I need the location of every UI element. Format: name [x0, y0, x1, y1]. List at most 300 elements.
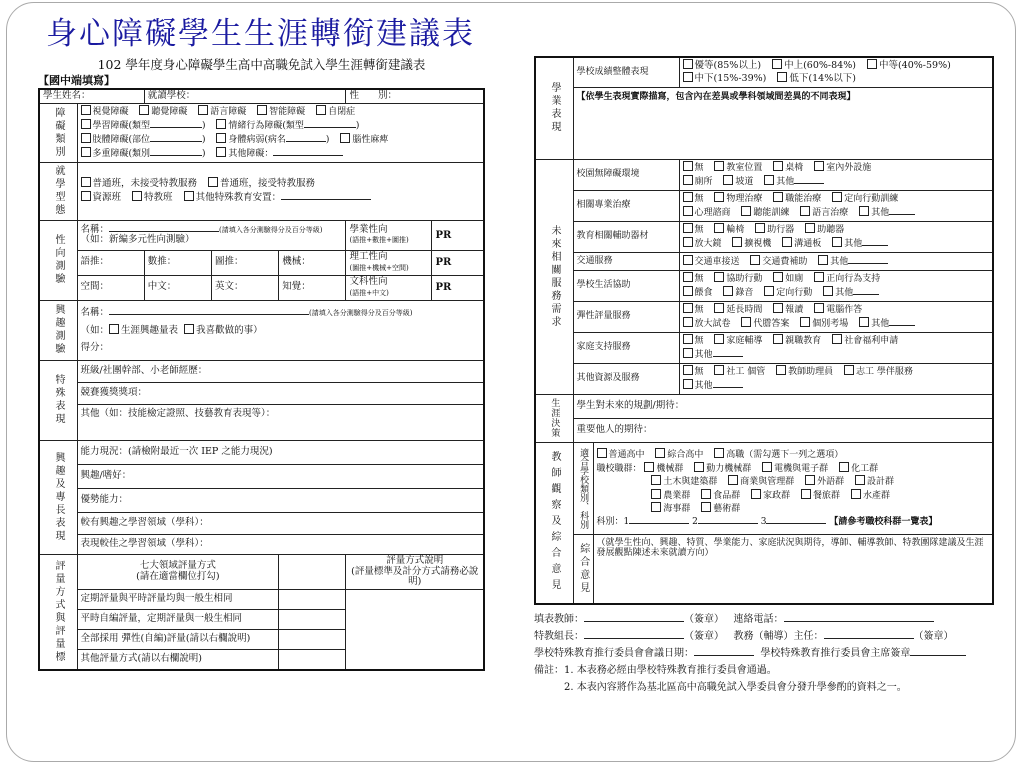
footer-sign: （簽章） [913, 631, 954, 642]
service-opt[interactable] [782, 237, 821, 251]
option-label: 化工群 [851, 463, 879, 474]
checkbox-icon [805, 475, 815, 485]
checkbox-icon [81, 133, 91, 143]
voc-opt[interactable] [801, 489, 840, 503]
service-opt[interactable] [714, 334, 762, 348]
service-opt[interactable] [683, 286, 713, 300]
checkbox-icon [741, 206, 751, 216]
disability-opt-physical[interactable] [81, 133, 206, 147]
service-opt[interactable] [683, 175, 713, 189]
service-opt[interactable] [714, 192, 762, 206]
assessment-head-desc [346, 554, 484, 590]
checkbox-icon [714, 448, 724, 458]
meeting-date-field[interactable] [694, 655, 754, 656]
checkbox-icon [257, 105, 267, 115]
service-opt[interactable] [773, 192, 821, 206]
option-label: 其他 [694, 380, 713, 391]
disability-opt-learning[interactable] [81, 119, 206, 133]
footer-line-3 [534, 645, 994, 662]
dept-field-3[interactable] [766, 523, 826, 524]
option-label: 社會福利申請 [844, 335, 899, 346]
service-opt[interactable] [755, 223, 794, 237]
voc-opt[interactable] [751, 489, 790, 503]
special-row[interactable]: 競賽獲獎獎項： [77, 382, 484, 404]
placement-opt-other[interactable] [184, 191, 372, 205]
disability-opt-other[interactable] [216, 147, 343, 161]
pr-cell[interactable]: PR [432, 220, 484, 250]
fill-line [862, 245, 888, 246]
interest-cell[interactable] [77, 300, 484, 360]
voc-opt[interactable] [855, 475, 894, 489]
option-label: 腦性麻痺 [352, 134, 389, 145]
checkbox-icon [644, 462, 654, 472]
fill-line [713, 387, 743, 388]
placement-options [77, 162, 484, 220]
option-label: 生涯興趣量表 [121, 325, 179, 337]
service-opt[interactable] [776, 365, 833, 379]
voc-opt[interactable] [651, 502, 690, 516]
option-label: 無 [694, 335, 704, 346]
service-options-life [679, 270, 993, 301]
service-opt[interactable] [741, 317, 789, 331]
checkbox-icon [751, 489, 761, 499]
subtest-cell[interactable]: 機械： [279, 250, 346, 275]
service-opt[interactable] [723, 175, 753, 189]
fill-line [304, 127, 356, 128]
service-opt[interactable] [844, 365, 913, 379]
option-label: 代謄答案 [753, 318, 790, 329]
left-form-page [38, 56, 485, 706]
voc-opt[interactable] [701, 502, 740, 516]
service-label: 彈性評量服務 [573, 301, 679, 332]
checkbox-icon [683, 303, 693, 313]
strength-row[interactable]: 能力現況：(請檢附最近一次 IEP 之能力現況) [77, 440, 484, 464]
option-label: 物理治療 [726, 193, 763, 204]
option-label: 情緒行為障礙(類型 [228, 120, 304, 131]
service-opt[interactable] [832, 334, 898, 348]
service-opt[interactable] [764, 286, 812, 300]
academic-note-cell[interactable] [573, 87, 993, 159]
left-form-table [38, 88, 485, 671]
fill-line [281, 199, 371, 200]
fill-line [109, 231, 219, 232]
option-label: 其他特殊教育安置： [195, 192, 282, 204]
page-title: 身心障礙學生生涯轉銜建議表 [46, 16, 475, 52]
checkbox-icon [800, 317, 810, 327]
service-opt[interactable] [800, 206, 848, 220]
checkbox-icon [655, 448, 665, 458]
placement-opt-resource[interactable] [81, 191, 122, 205]
special-section-label: 特殊表現 [39, 360, 77, 440]
checkbox-icon [823, 286, 833, 296]
strength-row[interactable]: 較有興趣之學習領域（學科）： [77, 512, 484, 534]
school-opt-general[interactable] [597, 448, 645, 462]
service-opt[interactable] [800, 317, 848, 331]
option-label: 語言治療 [812, 207, 849, 218]
checkbox-icon [832, 192, 842, 202]
assessment-head-method [77, 554, 279, 590]
footer [534, 611, 994, 696]
option-label: 普通班，未接受特教服務 [92, 178, 198, 190]
fill-line [286, 141, 326, 142]
option-label: 桌椅 [785, 162, 804, 173]
footer-line-1 [534, 611, 994, 628]
vocational-label: 職校職群： [596, 463, 642, 474]
option-label: 放大鏡 [694, 238, 722, 249]
service-opt[interactable] [750, 255, 807, 267]
voc-opt[interactable] [851, 489, 890, 503]
service-opt[interactable] [832, 192, 898, 206]
chair-signature-field[interactable] [910, 655, 966, 656]
rank-opt-upper[interactable] [772, 59, 856, 72]
disability-opt-hearing[interactable] [139, 105, 187, 119]
disability-opt-multiple[interactable] [81, 147, 206, 161]
aptitude-type-arts [346, 275, 432, 300]
phone-field[interactable] [784, 621, 934, 622]
option-label: 外語群 [817, 477, 845, 487]
assessment-row: 全部採用 彈性(自編)評量(請以右欄說明) [77, 630, 279, 650]
assessment-section-label: 評量方式與評量標 [39, 554, 77, 670]
option-label: 身體病弱(病名 [228, 134, 286, 145]
option-label: 聽覺障礙 [151, 106, 188, 117]
checkbox-icon [867, 59, 877, 69]
voc-opt[interactable] [805, 475, 844, 489]
career-row[interactable]: 學生對未來的規劃/期待： [573, 394, 993, 418]
checkbox-icon [683, 348, 693, 358]
option-label: 坡道 [735, 176, 754, 187]
checkbox-icon [782, 237, 792, 247]
rank-opt-lower[interactable] [683, 72, 767, 85]
service-opt[interactable] [814, 272, 880, 286]
footer-note-2: 2. 本表內容將作為基北區高中高職免試入學委員會分發升學參酌的資料之一。 [564, 682, 907, 693]
subtest-cell[interactable]: 知覺： [279, 275, 346, 300]
checkbox-icon[interactable] [184, 324, 194, 334]
voc-opt[interactable] [651, 475, 717, 489]
service-opt[interactable] [732, 237, 771, 251]
gender-cell[interactable] [346, 89, 484, 103]
disability-opt-illness[interactable] [216, 133, 329, 147]
pr-cell[interactable]: PR [432, 275, 484, 300]
service-opt[interactable] [814, 303, 862, 317]
placement-opt-regular-sped[interactable] [208, 177, 315, 191]
checkbox-icon [216, 119, 226, 129]
teacher-signature-field[interactable] [584, 621, 684, 622]
fill-line [848, 263, 888, 264]
rank-opt-middle[interactable] [867, 59, 951, 72]
aptitude-formula: (語推+數推+圖推) [349, 236, 409, 245]
disability-opt-visual[interactable] [81, 105, 129, 119]
service-opt[interactable] [859, 206, 915, 220]
service-opt[interactable] [823, 286, 879, 300]
checkbox-icon [741, 317, 751, 327]
checkbox-icon [814, 161, 824, 171]
checkbox-icon [81, 177, 91, 187]
assessment-row: 其他評量方式(請以右欄說明) [77, 650, 279, 670]
disability-options [77, 103, 484, 162]
checkbox-icon [832, 334, 842, 344]
service-opt[interactable] [683, 365, 704, 379]
option-label: 其他 [776, 176, 795, 187]
voc-opt[interactable] [694, 462, 751, 476]
option-label: 高職（需勾選下一列之選項） [726, 450, 844, 460]
placement-opt-regular[interactable] [81, 177, 198, 191]
assessment-check-cell[interactable] [279, 590, 346, 610]
school-opt-vocational[interactable] [714, 448, 843, 462]
checkbox-icon [340, 133, 350, 143]
placement-section-label: 就學型態 [39, 162, 77, 220]
option-label: 普通高中 [608, 450, 645, 460]
footer-teacher-label: 填表教師： [534, 614, 584, 625]
dept-field-2[interactable] [698, 523, 758, 524]
service-opt[interactable] [683, 237, 722, 251]
interest-section-label: 興趣測驗 [39, 300, 77, 360]
option-label: 中等(40%-59%) [878, 60, 951, 72]
school-opt-comprehensive[interactable] [655, 448, 703, 462]
option-label: 正向行為支持 [826, 273, 881, 284]
director-signature-field[interactable] [824, 638, 914, 639]
option-label: 教師助理員 [788, 366, 834, 377]
gender-label: 性 別： [349, 90, 397, 101]
aptitude-type-academic [346, 220, 432, 250]
option-label: 擴視機 [744, 238, 772, 249]
option-label: ) [202, 134, 206, 145]
aptitude-example: （如：新編多元性向測驗） [80, 234, 195, 246]
option-label: 助聽器 [817, 224, 845, 235]
checkbox-icon [714, 161, 724, 171]
option-label: 報讀 [785, 304, 804, 315]
student-name-cell[interactable] [39, 89, 144, 103]
option-label: ) [355, 120, 360, 131]
aptitude-note: (請填入各分測驗得分及百分等級) [219, 225, 323, 234]
assessment-row: 定期評量與平時評量均與一般生相同 [77, 590, 279, 610]
option-label: 助行器 [767, 224, 795, 235]
strength-row[interactable]: 表現較佳之學習領域（學科）： [77, 534, 484, 554]
disability-section-label: 障礙類別 [39, 103, 77, 162]
service-opt[interactable] [814, 161, 871, 175]
assessment-check-cell[interactable] [279, 650, 346, 670]
service-opt[interactable] [714, 365, 765, 379]
checkbox-icon [683, 379, 693, 389]
voc-opt[interactable] [644, 462, 683, 476]
footer-director-label: 教務（輔導）主任： [733, 631, 824, 642]
service-label: 學校生活協助 [573, 270, 679, 301]
option-label: 輪椅 [726, 224, 745, 235]
checkbox-icon [81, 191, 91, 201]
voc-opt[interactable] [651, 489, 690, 503]
service-opt[interactable] [683, 334, 704, 348]
fill-line [109, 314, 309, 315]
service-opt[interactable] [683, 255, 740, 267]
assessment-check-cell[interactable] [279, 610, 346, 630]
service-opt[interactable] [773, 303, 803, 317]
option-label: 其他 [871, 207, 890, 218]
disability-opt-emotional[interactable] [216, 119, 359, 133]
service-opt[interactable] [773, 161, 803, 175]
service-opt[interactable] [818, 255, 888, 267]
disability-opt-intellectual[interactable] [257, 105, 305, 119]
option-label: 無 [694, 304, 704, 315]
checkbox-icon [714, 223, 724, 233]
checkbox-icon [694, 462, 704, 472]
voc-opt[interactable] [839, 462, 878, 476]
dept-field-1[interactable] [629, 523, 689, 524]
checkbox-icon [714, 365, 724, 375]
strength-row[interactable]: 興趣/嗜好： [77, 464, 484, 488]
checkbox-icon [139, 105, 149, 115]
option-label: 廁所 [694, 176, 713, 187]
aptitude-type-label: 學業性向 [349, 223, 388, 235]
option-label: 交通車接送 [694, 256, 740, 267]
option-label: 餐旅群 [813, 490, 841, 501]
disability-opt-autism[interactable] [316, 105, 355, 119]
service-opt[interactable] [714, 223, 744, 237]
option-label: 電腦作答 [826, 304, 863, 315]
assessment-desc-cell[interactable] [346, 590, 484, 670]
subtest-cell[interactable]: 數推： [144, 250, 211, 275]
checkbox-icon [773, 161, 783, 171]
rank-opt-low[interactable] [777, 72, 856, 85]
voc-opt[interactable] [701, 489, 740, 503]
checkbox-icon [683, 237, 693, 247]
checkbox-icon [683, 161, 693, 171]
service-opt[interactable] [805, 223, 844, 237]
dept-label: 科別：1 [596, 516, 630, 527]
service-opt[interactable] [764, 175, 824, 189]
assessment-check-cell[interactable] [279, 630, 346, 650]
special-row[interactable]: 其他（如：技能檢定證照、技藝教育表現等）： [77, 404, 484, 440]
option-label: 學習障礙(類型 [92, 120, 151, 131]
service-opt[interactable] [683, 348, 743, 362]
service-opt[interactable] [683, 161, 704, 175]
service-opt[interactable] [773, 272, 803, 286]
rank-opt-excellent[interactable] [683, 59, 762, 72]
assessment-head-text: 評量方式說明 [386, 554, 444, 566]
service-opt[interactable] [859, 317, 915, 331]
subtest-cell[interactable]: 英文： [211, 275, 278, 300]
service-opt[interactable] [741, 206, 789, 220]
disability-opt-speech[interactable] [198, 105, 246, 119]
left-form-title: 102 學年度身心障礙學生高中高職免試入學生涯轉銜建議表 [97, 57, 426, 72]
service-opt[interactable] [683, 192, 704, 206]
option-label: 低下(14%以下) [789, 73, 856, 85]
subtest-cell[interactable]: 圖推： [211, 250, 278, 275]
student-name-label: 學生姓名： [43, 90, 91, 101]
service-opt[interactable] [683, 206, 731, 220]
service-opt[interactable] [714, 272, 762, 286]
option-label: 普通班，接受特教服務 [220, 178, 316, 190]
career-section-label: 生涯決策 [535, 394, 573, 442]
fill-line [150, 155, 202, 156]
service-opt[interactable] [683, 272, 704, 286]
placement-opt-special[interactable] [132, 191, 173, 205]
footer-chair-label: 學校特殊教育推行委員會主席簽章 [760, 648, 911, 659]
checkbox-icon [651, 475, 661, 485]
footer-sign: （簽章） [684, 614, 724, 625]
school-label: 就讀學校： [147, 90, 196, 101]
service-opt[interactable] [714, 303, 762, 317]
academic-ranking-options [679, 57, 993, 87]
checkbox-icon [773, 303, 783, 313]
service-opt[interactable] [714, 161, 762, 175]
service-options-accessibility [679, 159, 993, 190]
school-cell[interactable] [144, 89, 346, 103]
pr-cell[interactable]: PR [432, 250, 484, 275]
option-label: 農業群 [663, 490, 691, 501]
checkbox-icon [750, 255, 760, 265]
option-label: 其他 [694, 349, 713, 360]
leader-signature-field[interactable] [584, 638, 684, 639]
option-label: 心理諮商 [694, 207, 731, 218]
footer-line-2 [534, 628, 994, 645]
subtest-cell[interactable]: 語推： [77, 250, 144, 275]
option-label: 無 [694, 193, 704, 204]
disability-opt-cp[interactable] [340, 133, 388, 147]
checkbox-icon [728, 475, 738, 485]
voc-opt[interactable] [762, 462, 828, 476]
service-opt[interactable] [683, 317, 731, 331]
checkbox-icon [832, 237, 842, 247]
service-options-other [679, 363, 993, 394]
checkbox-icon [81, 147, 91, 157]
checkbox-icon [184, 191, 194, 201]
checkbox-icon [723, 175, 733, 185]
future-section-label: 未來相關服務需求 [535, 159, 573, 394]
checkbox-icon [683, 206, 693, 216]
option-label: 資源班 [92, 192, 122, 204]
subtest-cell[interactable]: 中文： [144, 275, 211, 300]
service-options-family [679, 332, 993, 363]
option-label: 特教班 [144, 192, 173, 204]
service-opt[interactable] [683, 303, 704, 317]
observation-section-label: 教師觀察及綜合意見 [535, 442, 573, 604]
checkbox-icon [683, 223, 693, 233]
option-label: 無 [694, 224, 704, 235]
service-opt[interactable] [723, 286, 753, 300]
service-options-assessment [679, 301, 993, 332]
option-label: 多重障礙(類別 [92, 148, 151, 159]
option-label: 溝通板 [794, 238, 822, 249]
option-label: 交通費補助 [762, 256, 808, 267]
aptitude-formula: (圖推+機械+空間) [349, 263, 409, 272]
option-label: 教室位置 [726, 162, 763, 173]
career-row[interactable]: 重要他人的期待： [573, 418, 993, 442]
service-opt[interactable] [683, 379, 743, 393]
strength-row[interactable]: 優勢能力： [77, 488, 484, 512]
option-label: 設計群 [867, 477, 895, 487]
checkbox-icon [851, 489, 861, 499]
service-opt[interactable] [683, 223, 704, 237]
comment-cell[interactable] [593, 534, 993, 604]
service-opt[interactable] [773, 334, 821, 348]
special-row[interactable]: 班級/社團幹部、小老師經歷： [77, 360, 484, 382]
subtest-cell[interactable]: 空間： [77, 275, 144, 300]
school-type-options [593, 442, 993, 534]
service-opt[interactable] [832, 237, 888, 251]
option-label: 親職教育 [785, 335, 822, 346]
option-label: 放大試卷 [694, 318, 731, 329]
checkbox-icon [651, 502, 661, 512]
voc-opt[interactable] [728, 475, 794, 489]
aptitude-name-cell[interactable] [77, 220, 346, 250]
aptitude-type-label: 理工性向 [349, 250, 388, 262]
checkbox-icon[interactable] [109, 324, 119, 334]
footer-sign: （簽章） [684, 631, 724, 642]
comment-label: 綜合意見 [573, 534, 593, 604]
option-label: 土木與建築群 [663, 477, 718, 487]
checkbox-icon [764, 175, 774, 185]
checkbox-icon [316, 105, 326, 115]
option-label: 個別考場 [812, 318, 849, 329]
